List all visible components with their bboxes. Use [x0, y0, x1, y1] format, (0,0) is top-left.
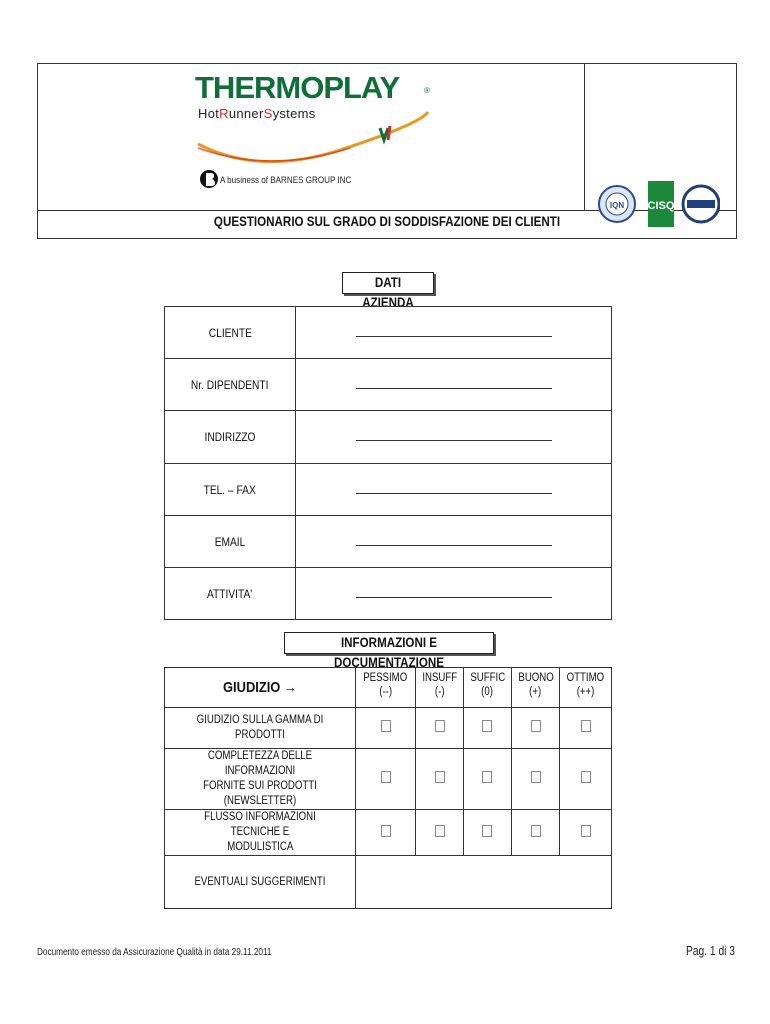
- suggestions-label: EVENTUALI SUGGERIMENTI: [194, 875, 326, 888]
- rating-checkbox[interactable]: [435, 720, 445, 732]
- field-label-text: TEL. – FAX: [203, 482, 257, 497]
- rating-checkbox[interactable]: [381, 720, 391, 732]
- rating-row: [165, 749, 612, 810]
- question-text: FLUSSO INFORMAZIONI TECNICHE E: [204, 811, 316, 838]
- field-label: [165, 464, 296, 516]
- tagline-part: Hot: [198, 106, 220, 121]
- blank-line: [356, 545, 552, 546]
- rating-name: PESSIMO: [363, 672, 408, 684]
- rating-checkbox[interactable]: [581, 771, 591, 783]
- rating-checkbox-cell: [356, 749, 416, 810]
- table-row: [165, 307, 612, 359]
- footer-issue-note: Documento emesso da Assicurazione Qualità in data 29.11.2011: [37, 947, 272, 958]
- tagline-part: ystems: [272, 106, 316, 121]
- question-text: FORNITE SUI PRODOTTI (NEWSLETTER): [203, 780, 317, 807]
- rating-name: OTTIMO: [566, 672, 605, 684]
- header-divider: [584, 63, 585, 211]
- field-label-text: ATTIVITA': [207, 586, 253, 601]
- blank-line: [356, 440, 552, 441]
- question-cell: [165, 708, 356, 749]
- tagline-part: S: [263, 106, 273, 121]
- field-label: [165, 411, 296, 464]
- logo-tagline: [198, 106, 316, 121]
- rating-checkbox-cell: [464, 810, 512, 856]
- field-label-text: Nr. DIPENDENTI: [191, 377, 269, 392]
- rating-checkbox[interactable]: [381, 825, 391, 837]
- giudizio-label: GIUDIZIO →: [223, 679, 297, 696]
- question-cell: [165, 749, 356, 810]
- blank-line: [356, 597, 552, 598]
- rating-name: INSUFF: [422, 672, 458, 684]
- company-data-table: [164, 306, 612, 620]
- field-input-email[interactable]: [296, 516, 612, 568]
- suggestions-input[interactable]: [356, 856, 612, 909]
- rating-checkbox-cell: [356, 708, 416, 749]
- rating-name: SUFFIC: [469, 672, 505, 684]
- rating-checkbox[interactable]: [435, 771, 445, 783]
- document-title: QUESTIONARIO SUL GRADO DI SODDISFAZIONE DEI CLIENTI: [213, 214, 561, 229]
- field-label-text: EMAIL: [214, 534, 246, 549]
- rating-checkbox[interactable]: [531, 720, 541, 732]
- barnes-group-logo-icon: [199, 168, 219, 190]
- table-row: [165, 464, 612, 516]
- rating-checkbox[interactable]: [531, 771, 541, 783]
- page-number: Pag. 1 di 3: [686, 944, 736, 958]
- rating-code: (++): [576, 686, 595, 698]
- rating-checkbox[interactable]: [531, 825, 541, 837]
- registered-mark: ®: [424, 86, 430, 95]
- rating-checkbox[interactable]: [581, 720, 591, 732]
- rating-checkbox-cell: [560, 708, 612, 749]
- rating-checkbox-cell: [416, 810, 464, 856]
- company-logo-wordmark: THERMOPLAY: [195, 70, 400, 105]
- rating-column-header: [356, 668, 416, 708]
- tagline-part: unner: [228, 106, 264, 121]
- rating-checkbox-cell: [560, 749, 612, 810]
- section-title-text: INFORMAZIONI E DOCUMENTAZIONE: [333, 635, 445, 670]
- question-text: COMPLETEZZA DELLE INFORMAZIONI: [207, 750, 313, 777]
- rating-name: BUONO: [517, 672, 554, 684]
- blank-line: [356, 493, 552, 494]
- rating-code: (-): [434, 686, 445, 698]
- section-title-info: [284, 632, 494, 670]
- blank-line: [356, 388, 552, 389]
- field-label: [165, 307, 296, 359]
- rating-code: (0): [481, 686, 494, 698]
- field-label: [165, 568, 296, 620]
- field-label: [165, 516, 296, 568]
- rating-checkbox[interactable]: [482, 825, 492, 837]
- rating-row: [165, 708, 612, 749]
- field-input-cliente[interactable]: [296, 307, 612, 359]
- field-input-dipendenti[interactable]: [296, 359, 612, 411]
- rating-row: [165, 810, 612, 856]
- rating-checkbox-cell: [511, 810, 560, 856]
- question-text: MODULISTICA: [226, 841, 294, 853]
- suggestions-label-cell: [165, 856, 356, 909]
- rating-header-row: [165, 668, 612, 708]
- rating-code: (+): [529, 686, 542, 698]
- field-label-text: INDIRIZZO: [204, 430, 256, 444]
- rating-checkbox-cell: [511, 749, 560, 810]
- section-title-text: DATI AZIENDA: [362, 275, 414, 310]
- certification-seal-icon: [683, 186, 719, 222]
- rating-column-header: [560, 668, 612, 708]
- rating-checkbox[interactable]: [581, 825, 591, 837]
- rating-checkbox[interactable]: [482, 771, 492, 783]
- svg-text:IQN: IQN: [609, 201, 625, 210]
- suggestions-row: [165, 856, 612, 909]
- rating-checkbox[interactable]: [435, 825, 445, 837]
- rating-checkbox[interactable]: [482, 720, 492, 732]
- rating-checkbox-cell: [464, 749, 512, 810]
- rating-column-header: [511, 668, 560, 708]
- svg-text:CISQ: CISQ: [647, 200, 675, 212]
- rating-code: (--): [379, 686, 392, 698]
- barnes-group-text: A business of BARNES GROUP INC: [220, 175, 352, 186]
- field-input-tel-fax[interactable]: [296, 464, 612, 516]
- rating-checkbox-cell: [416, 749, 464, 810]
- section-title-company: [342, 272, 434, 310]
- giudizio-header: [165, 668, 356, 708]
- field-input-indirizzo[interactable]: [296, 411, 612, 464]
- rating-checkbox-cell: [416, 708, 464, 749]
- rating-checkbox-cell: [560, 810, 612, 856]
- table-row: [165, 516, 612, 568]
- rating-checkbox-cell: [464, 708, 512, 749]
- table-row: [165, 568, 612, 620]
- tagline-part: R: [219, 106, 229, 121]
- rating-checkbox[interactable]: [381, 771, 391, 783]
- field-label-text: CLIENTE: [208, 325, 252, 340]
- table-row: [165, 411, 612, 464]
- blank-line: [356, 336, 552, 337]
- rating-checkbox-cell: [356, 810, 416, 856]
- rating-column-header: [464, 668, 512, 708]
- rating-table: [164, 667, 612, 909]
- table-row: [165, 359, 612, 411]
- field-input-attivita[interactable]: [296, 568, 612, 620]
- rating-checkbox-cell: [511, 708, 560, 749]
- question-cell: [165, 810, 356, 856]
- field-label: [165, 359, 296, 411]
- question-text: GIUDIZIO SULLA GAMMA DI PRODOTTI: [196, 714, 324, 741]
- rating-column-header: [416, 668, 464, 708]
